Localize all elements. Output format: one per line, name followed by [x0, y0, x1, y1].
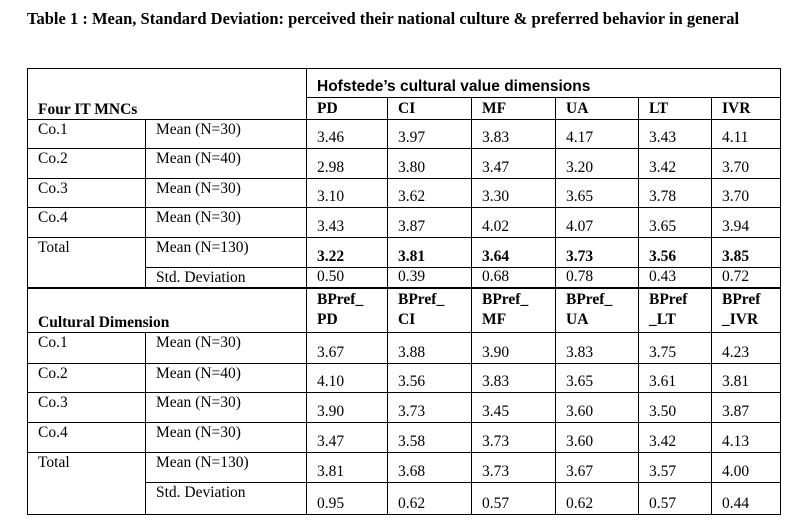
- value-cell: 3.70: [712, 179, 781, 208]
- value-cell: 3.83: [472, 363, 556, 392]
- value-cell: 0.78: [556, 268, 639, 289]
- value-cell: 3.81: [388, 238, 472, 268]
- value-cell: 0.57: [639, 482, 712, 514]
- value-cell: 0.62: [388, 482, 472, 514]
- table-row: [28, 120, 781, 149]
- value-cell: 3.50: [639, 392, 712, 422]
- value-cell: 4.10: [307, 363, 388, 392]
- value-cell: 4.23: [712, 332, 781, 363]
- table-row: [28, 208, 781, 238]
- value-cell: 4.13: [712, 422, 781, 452]
- company-cell: Co.3: [28, 179, 146, 208]
- value-cell: 0.43: [639, 268, 712, 289]
- table-row: [28, 179, 781, 208]
- value-cell: 0.57: [472, 482, 556, 514]
- stat-cell: Mean (N=130): [146, 452, 307, 482]
- value-cell: 3.80: [388, 149, 472, 179]
- value-cell: 3.87: [712, 392, 781, 422]
- value-cell: 3.67: [556, 452, 639, 482]
- section2-header-row: [28, 288, 781, 332]
- value-cell: 3.61: [639, 363, 712, 392]
- value-cell: 3.47: [307, 422, 388, 452]
- value-cell: 3.60: [556, 392, 639, 422]
- value-cell: 3.45: [472, 392, 556, 422]
- value-cell: 3.81: [307, 452, 388, 482]
- dim-header: IVR: [712, 98, 781, 120]
- value-cell: 3.75: [639, 332, 712, 363]
- stat-cell: Mean (N=30): [146, 392, 307, 422]
- value-cell: 3.20: [556, 149, 639, 179]
- value-cell: 4.17: [556, 120, 639, 149]
- value-cell: 3.64: [472, 238, 556, 268]
- value-cell: 3.85: [712, 238, 781, 268]
- bpref-header: BPref_ PD: [307, 288, 388, 332]
- value-cell: 3.68: [388, 452, 472, 482]
- value-cell: 3.10: [307, 179, 388, 208]
- value-cell: 3.78: [639, 179, 712, 208]
- value-cell: 3.65: [556, 363, 639, 392]
- bpref-header: BPref_ MF: [472, 288, 556, 332]
- value-cell: 3.87: [388, 208, 472, 238]
- value-cell: 4.11: [712, 120, 781, 149]
- value-cell: 3.42: [639, 149, 712, 179]
- value-cell: 3.30: [472, 179, 556, 208]
- stat-cell: Mean (N=30): [146, 208, 307, 238]
- value-cell: 3.58: [388, 422, 472, 452]
- value-cell: 0.39: [388, 268, 472, 289]
- value-cell: 3.65: [639, 208, 712, 238]
- value-cell: 3.43: [639, 120, 712, 149]
- value-cell: 4.02: [472, 208, 556, 238]
- value-cell: 3.90: [472, 332, 556, 363]
- value-cell: 2.98: [307, 149, 388, 179]
- bpref-header: BPref _LT: [639, 288, 712, 332]
- header-dim-row: [28, 98, 781, 120]
- bpref-header: BPref_ UA: [556, 288, 639, 332]
- value-cell: 3.42: [639, 422, 712, 452]
- bpref-header: BPref_ CI: [388, 288, 472, 332]
- value-cell: 0.50: [307, 268, 388, 289]
- value-cell: 0.72: [712, 268, 781, 289]
- value-cell: 3.62: [388, 179, 472, 208]
- table-row: [28, 452, 781, 482]
- dim-header: MF: [472, 98, 556, 120]
- table-row: [28, 149, 781, 179]
- stat-cell: Mean (N=30): [146, 422, 307, 452]
- header-blank-cell: [28, 69, 307, 98]
- table-row: [28, 363, 781, 392]
- value-cell: 3.73: [556, 238, 639, 268]
- value-cell: 3.67: [307, 332, 388, 363]
- table-row: [28, 238, 781, 268]
- stat-cell: Std. Deviation: [146, 268, 307, 289]
- company-cell: Co.2: [28, 363, 146, 392]
- value-cell: 3.60: [556, 422, 639, 452]
- value-cell: 3.73: [388, 392, 472, 422]
- value-cell: 3.65: [556, 179, 639, 208]
- value-cell: 0.68: [472, 268, 556, 289]
- value-cell: 0.44: [712, 482, 781, 514]
- company-cell: Co.3: [28, 392, 146, 422]
- stat-cell: Mean (N=40): [146, 363, 307, 392]
- stat-cell: Mean (N=130): [146, 238, 307, 268]
- company-cell: Co.1: [28, 332, 146, 363]
- stat-cell: Mean (N=40): [146, 149, 307, 179]
- dim-header: LT: [639, 98, 712, 120]
- section2-label: Cultural Dimension: [28, 288, 307, 332]
- company-cell: Co.1: [28, 120, 146, 149]
- stat-cell: Std. Deviation: [146, 482, 307, 514]
- company-cell: Total: [28, 452, 146, 514]
- section2-body: [28, 332, 781, 514]
- value-cell: 3.73: [472, 452, 556, 482]
- value-cell: 3.90: [307, 392, 388, 422]
- section1-label: Four IT MNCs: [28, 98, 307, 120]
- super-title: Hofstede’s cultural value dimensions: [307, 69, 781, 98]
- table-row: [28, 422, 781, 452]
- value-cell: 0.95: [307, 482, 388, 514]
- header-super-row: [28, 69, 781, 98]
- dim-header: UA: [556, 98, 639, 120]
- section1-body: [28, 120, 781, 289]
- value-cell: 0.62: [556, 482, 639, 514]
- value-cell: 3.81: [712, 363, 781, 392]
- value-cell: 3.83: [556, 332, 639, 363]
- value-cell: 3.43: [307, 208, 388, 238]
- value-cell: 3.56: [388, 363, 472, 392]
- statistics-table: [27, 68, 781, 515]
- bpref-header: BPref _IVR: [712, 288, 781, 332]
- company-cell: Co.2: [28, 149, 146, 179]
- value-cell: 3.94: [712, 208, 781, 238]
- value-cell: 3.56: [639, 238, 712, 268]
- value-cell: 3.46: [307, 120, 388, 149]
- company-cell: Co.4: [28, 208, 146, 238]
- value-cell: 3.73: [472, 422, 556, 452]
- value-cell: 3.57: [639, 452, 712, 482]
- value-cell: 3.83: [472, 120, 556, 149]
- value-cell: 3.47: [472, 149, 556, 179]
- value-cell: 4.00: [712, 452, 781, 482]
- stat-cell: Mean (N=30): [146, 120, 307, 149]
- value-cell: 3.22: [307, 238, 388, 268]
- value-cell: 4.07: [556, 208, 639, 238]
- company-cell: Total: [28, 238, 146, 289]
- table-caption: Table 1 : Mean, Standard Deviation: perceived their national culture & preferred behavior in general: [27, 9, 740, 28]
- stat-cell: Mean (N=30): [146, 179, 307, 208]
- value-cell: 3.70: [712, 149, 781, 179]
- dim-header: PD: [307, 98, 388, 120]
- dim-header: CI: [388, 98, 472, 120]
- value-cell: 3.88: [388, 332, 472, 363]
- company-cell: Co.4: [28, 422, 146, 452]
- table-row: [28, 332, 781, 363]
- value-cell: 3.97: [388, 120, 472, 149]
- table-row: [28, 392, 781, 422]
- stat-cell: Mean (N=30): [146, 332, 307, 363]
